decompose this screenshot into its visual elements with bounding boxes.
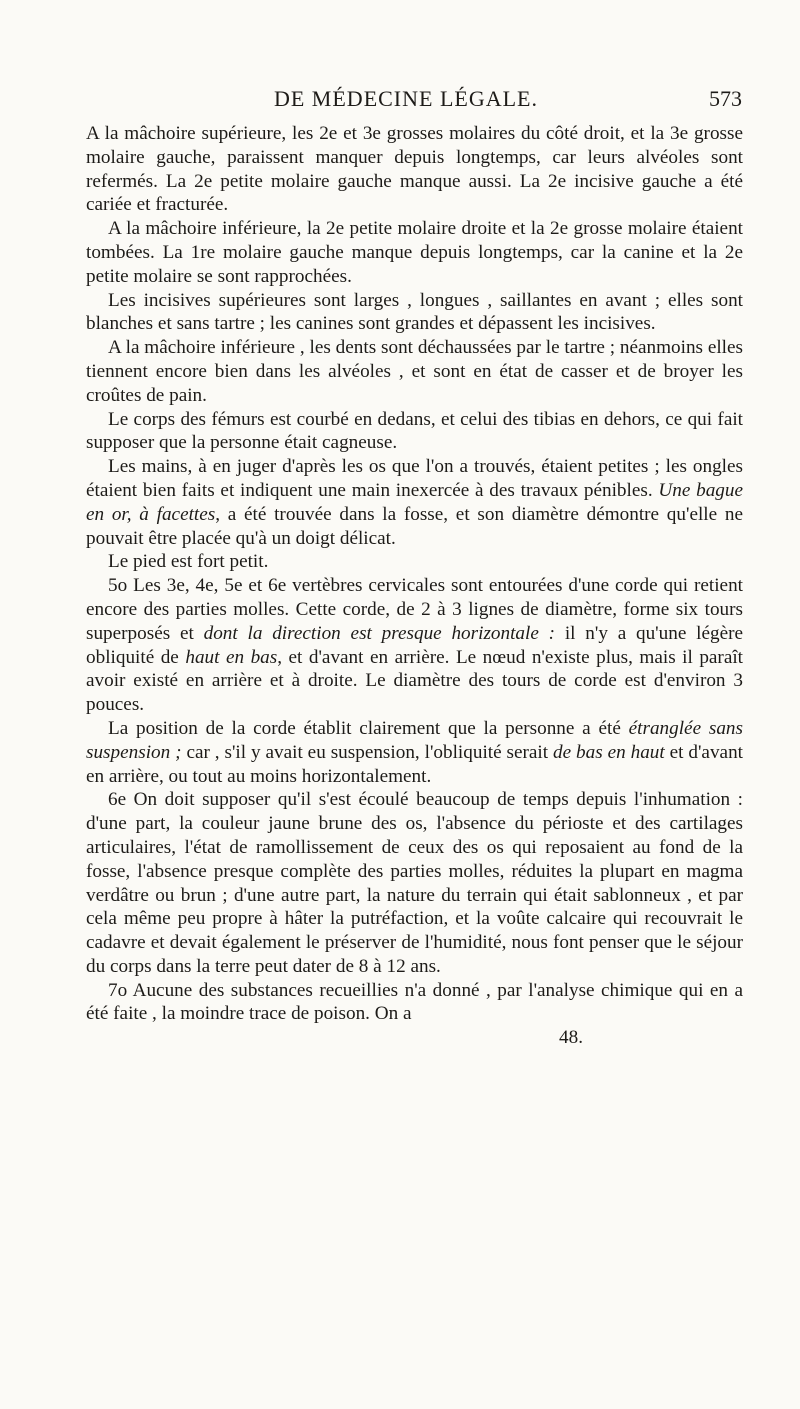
text-run: A la mâchoire inférieure , les dents sont déchaussées par le tartre ; néanmoins elles tiennent encore bien dans les alvéoles , et sont en état de casser et de broyer les croûtes de pain. <box>86 337 743 406</box>
paragraph <box>86 979 743 1027</box>
running-head-title: DE MÉDECINE LÉGALE. <box>273 86 538 111</box>
paragraph <box>86 289 743 337</box>
paragraph <box>86 574 743 717</box>
italic-run: dont la direction est presque horizontale : <box>203 622 556 644</box>
text-run: A la mâchoire inférieure, la 2e petite molaire droite et la 2e grosse molaire étaient tombées. La 1re molaire gauche manque depuis longtemps, car la canine et la 2e petite molaire se sont rapprochées. <box>86 218 743 287</box>
text-run: A la mâchoire supérieure, les 2e et 3e grosses molaires du côté droit, et la 3e grosse molaire gauche, paraissent manquer depuis longtemps, car leurs alvéoles sont refermés. La 2e petite molaire gauche manque aussi. La 2e incisive gauche a été cariée et fracturée. <box>86 123 743 216</box>
signature-mark: 48. <box>559 1027 583 1049</box>
text-run: Les mains, à en juger d'après les os que l'on a trouvés, étaient petites ; les ongles étaient bien faits et indiquent une main inexercée à des travaux pénibles. <box>86 456 743 501</box>
text-run: Le pied est fort petit. <box>108 551 269 573</box>
paragraph <box>86 408 743 456</box>
paragraph <box>86 122 743 217</box>
text-run: il n'y a qu'une légère obliquité de <box>86 622 743 668</box>
italic-run: étranglée sans suspension ; <box>86 717 743 763</box>
paragraph <box>86 455 743 550</box>
paragraph <box>86 336 743 407</box>
page-number: 573 <box>709 86 742 111</box>
text-run: , a été trouvée dans la fosse, et son diamètre démontre qu'elle ne pouvait être placée qu'à un doigt délicat. <box>86 503 743 549</box>
paragraph <box>86 717 743 788</box>
text-run: car , s'il y avait eu suspension, l'obliquité serait <box>181 741 553 763</box>
text-run: et d'avant en arrière, ou tout au moins horizontalement. <box>86 741 743 787</box>
text-run: La position de la corde établit clairement que la personne a été <box>108 717 629 739</box>
italic-run: Une bague en or, à facettes <box>86 479 743 525</box>
paragraph <box>86 550 743 574</box>
italic-run: haut en bas <box>185 646 278 668</box>
text-run: 7o Aucune des substances recueillies n'a donné , par l'analyse chimique qui en a été faite , la moindre trace de poison. On a <box>86 979 743 1025</box>
paragraph <box>86 217 743 288</box>
running-head <box>70 86 742 116</box>
text-run: Les incisives supérieures sont larges , longues , saillantes en avant ; elles sont blanches et sans tartre ; les canines sont grandes et dépassent les incisives. <box>86 289 743 335</box>
body-text <box>86 122 743 1050</box>
text-run: , et d'avant en arrière. Le nœud n'existe plus, mais il paraît avoir existé en arrière et à droite. Le diamètre des tours de corde est d'environ 3 pouces. <box>86 646 744 716</box>
text-run: 6e On doit supposer qu'il s'est écoulé beaucoup de temps depuis l'inhumation : d'une part, la couleur jaune brune des os, l'absence du périoste et des cartilages articulaires, l'état de ramollissement de ceux des os qui reposaient au fond de la fosse, l'absence presque complète des parties molles, réduites la plupart en magma verdâtre ou brun ; d'une autre part, la nature du terrain qui était sablonneux , et par cela même peu propre à hâter la putréfaction, et la voûte calcaire qui recouvrait le cadavre et devait également le préserver de l'humidité, nous font penser que le séjour du corps dans la terre peut dater de 8 à 12 ans. <box>86 789 743 977</box>
text-run: Le corps des fémurs est courbé en dedans, et celui des tibias en dehors, ce qui fait supposer que la personne était cagneuse. <box>86 408 743 454</box>
italic-run: de bas en haut <box>553 741 665 763</box>
text-run: 5o Les 3e, 4e, 5e et 6e vertèbres cervicales sont entourées d'une corde qui retient encore des parties molles. Cette corde, de 2 à 3 lignes de diamètre, forme six tours superposés et <box>86 575 743 644</box>
paragraph <box>86 788 743 978</box>
